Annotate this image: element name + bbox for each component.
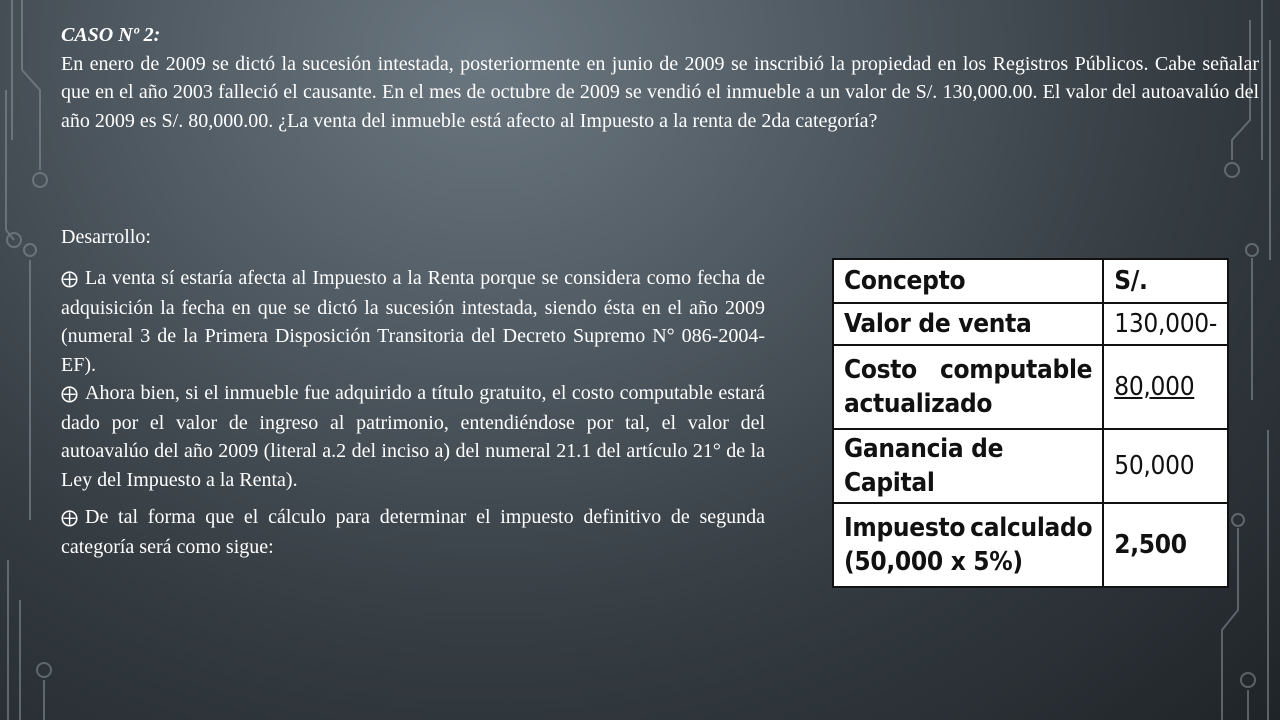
development-body bbox=[61, 264, 765, 561]
tax-amount: 2,500 bbox=[1103, 503, 1228, 587]
cost-concept: Costo computable actualizado bbox=[833, 345, 1103, 429]
header-amount-cell: S/. bbox=[1103, 259, 1228, 303]
header-concept-cell: Concepto bbox=[833, 259, 1103, 303]
sale-value-concept: Valor de venta bbox=[833, 303, 1103, 345]
table-row bbox=[833, 503, 1228, 587]
development-label: Desarrollo: bbox=[61, 226, 151, 248]
tax-concept: Impuesto calculado (50,000 x 5%) bbox=[833, 503, 1103, 587]
gain-concept: Ganancia de Capital bbox=[833, 429, 1103, 503]
cost-amount: 80,000 bbox=[1103, 345, 1228, 429]
circled-plus-bullet-icon: ⨁ bbox=[61, 384, 78, 404]
development-paragraph-2: ⨁ Ahora bien, si el inmueble fue adquirido a título gratuito, el costo computable estará dado por el valor de ingreso al patrimonio, entendiéndose por tal, el valor del autoavalúo del año 2009 (literal a.2 del inciso a) del numeral 21.1 del artículo 21° de la Ley del Impuesto a la Renta). bbox=[61, 382, 765, 491]
gain-amount: 50,000 bbox=[1103, 429, 1228, 503]
development-paragraph-3: ⨁ De tal forma que el cálculo para determinar el impuesto definitivo de segunda categoría será como sigue: bbox=[61, 506, 765, 558]
development-paragraph-1: ⨁ La venta sí estaría afecta al Impuesto a la Renta porque se considera como fecha de adquisición la fecha en que se dictó la sucesión intestada, siendo ésta en el año 2009 (numeral 3 de la Primera Disposición Transitoria del Decreto Supremo N° 086-2004-EF). bbox=[61, 267, 765, 376]
left-circuit-lines bbox=[6, 0, 51, 720]
table-row bbox=[833, 345, 1228, 429]
table-row bbox=[833, 303, 1228, 345]
capital-gain-table bbox=[832, 258, 1229, 588]
table-row bbox=[833, 429, 1228, 503]
circled-plus-bullet-icon: ⨁ bbox=[61, 508, 78, 528]
table-header-row bbox=[833, 259, 1228, 303]
case-statement bbox=[61, 21, 1259, 135]
case-title: CASO Nº 2: bbox=[61, 24, 161, 46]
case-body: En enero de 2009 se dictó la sucesión intestada, posteriormente en junio de 2009 se inscribió la propiedad en los Registros Públicos. Cabe señalar que en el año 2003 falleció el causante. En el mes de octubre de 2009 se vendió el inmueble a un valor de S/. 130,000.00. El valor del autoavalúo del año 2009 es S/. 80,000.00. ¿La venta del inmueble está afecto al Impuesto a la renta de 2da categoría? bbox=[61, 52, 1259, 132]
sale-value-amount: 130,000- bbox=[1103, 303, 1228, 345]
circled-plus-bullet-icon: ⨁ bbox=[61, 269, 78, 289]
